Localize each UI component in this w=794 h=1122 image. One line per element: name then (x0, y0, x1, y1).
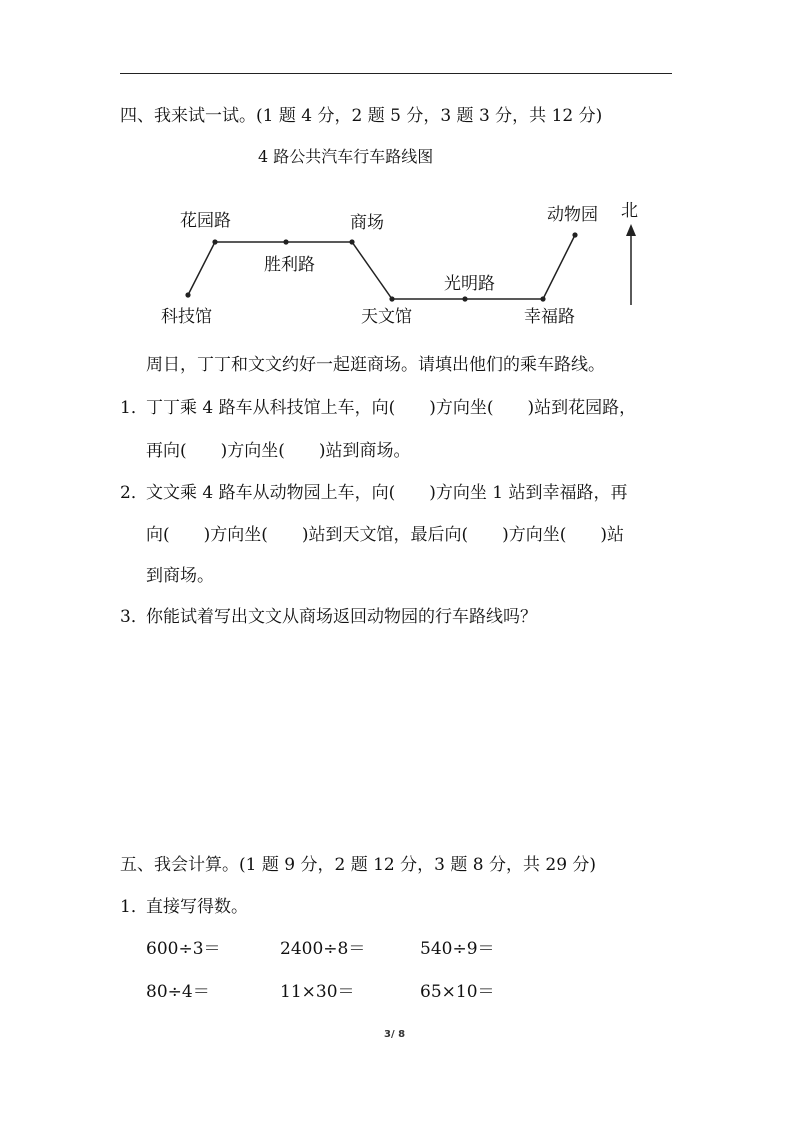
q3-line1: 你能试着写出文文从商场返回动物园的行车路线吗？ (146, 607, 537, 627)
q2-line2: 向( )方向坐( )站到天文馆，最后向( )方向坐( )站 (146, 525, 625, 545)
q1-number: 1． (120, 398, 148, 418)
s5-q1-number: 1． (120, 897, 148, 917)
stop-dongwu (572, 232, 577, 237)
s5-q1-text: 直接写得数。 (146, 897, 248, 917)
label-dongwu: 动物园 (547, 205, 598, 225)
stop-huayuan (212, 239, 217, 244)
stop-shengli (283, 239, 288, 244)
stop-shangchang (349, 239, 354, 244)
q2-line3: 到商场。 (146, 566, 214, 586)
calc-5: 11×30＝ (280, 982, 355, 1002)
bus-route-map (0, 0, 794, 340)
stop-xingfu (540, 296, 545, 301)
q1-line2: 再向( )方向坐( )站到商场。 (146, 441, 411, 461)
north-arrow-head (626, 224, 636, 236)
q3-number: 3． (120, 607, 148, 627)
q2-number: 2． (120, 483, 148, 503)
calc-2: 2400÷8＝ (280, 939, 366, 959)
label-shangchang: 商场 (350, 213, 384, 233)
stop-tianwen (389, 296, 394, 301)
section4-intro: 周日，丁丁和文文约好一起逛商场。请填出他们的乘车路线。 (146, 355, 605, 375)
section4-header: 四、我来试一试。(1 题 4 分，2 题 5 分，3 题 3 分，共 12 分) (120, 106, 603, 126)
label-xingfu: 幸福路 (524, 307, 575, 327)
q2-line1: 文文乘 4 路车从动物园上车，向( )方向坐 1 站到幸福路，再 (146, 483, 628, 503)
label-guangming: 光明路 (444, 274, 495, 294)
section5-header: 五、我会计算。(1 题 9 分，2 题 12 分，3 题 8 分，共 29 分) (120, 855, 597, 875)
stop-keji (185, 292, 190, 297)
label-shengli: 胜利路 (264, 255, 315, 275)
map-title: 4 路公共汽车行车路线图 (258, 147, 434, 166)
label-huayuan: 花园路 (180, 211, 231, 231)
label-tianwen: 天文馆 (361, 307, 412, 327)
label-north: 北 (621, 201, 638, 221)
calc-4: 80÷4＝ (146, 982, 210, 1002)
q1-line1: 丁丁乘 4 路车从科技馆上车，向( )方向坐( )站到花园路， (146, 398, 637, 418)
stop-guangming (462, 296, 467, 301)
calc-1: 600÷3＝ (146, 939, 221, 959)
route-line (188, 235, 575, 299)
calc-6: 65×10＝ (420, 982, 495, 1002)
page-number: 3/ 8 (384, 1029, 406, 1040)
calc-3: 540÷9＝ (420, 939, 495, 959)
label-keji: 科技馆 (161, 307, 212, 327)
